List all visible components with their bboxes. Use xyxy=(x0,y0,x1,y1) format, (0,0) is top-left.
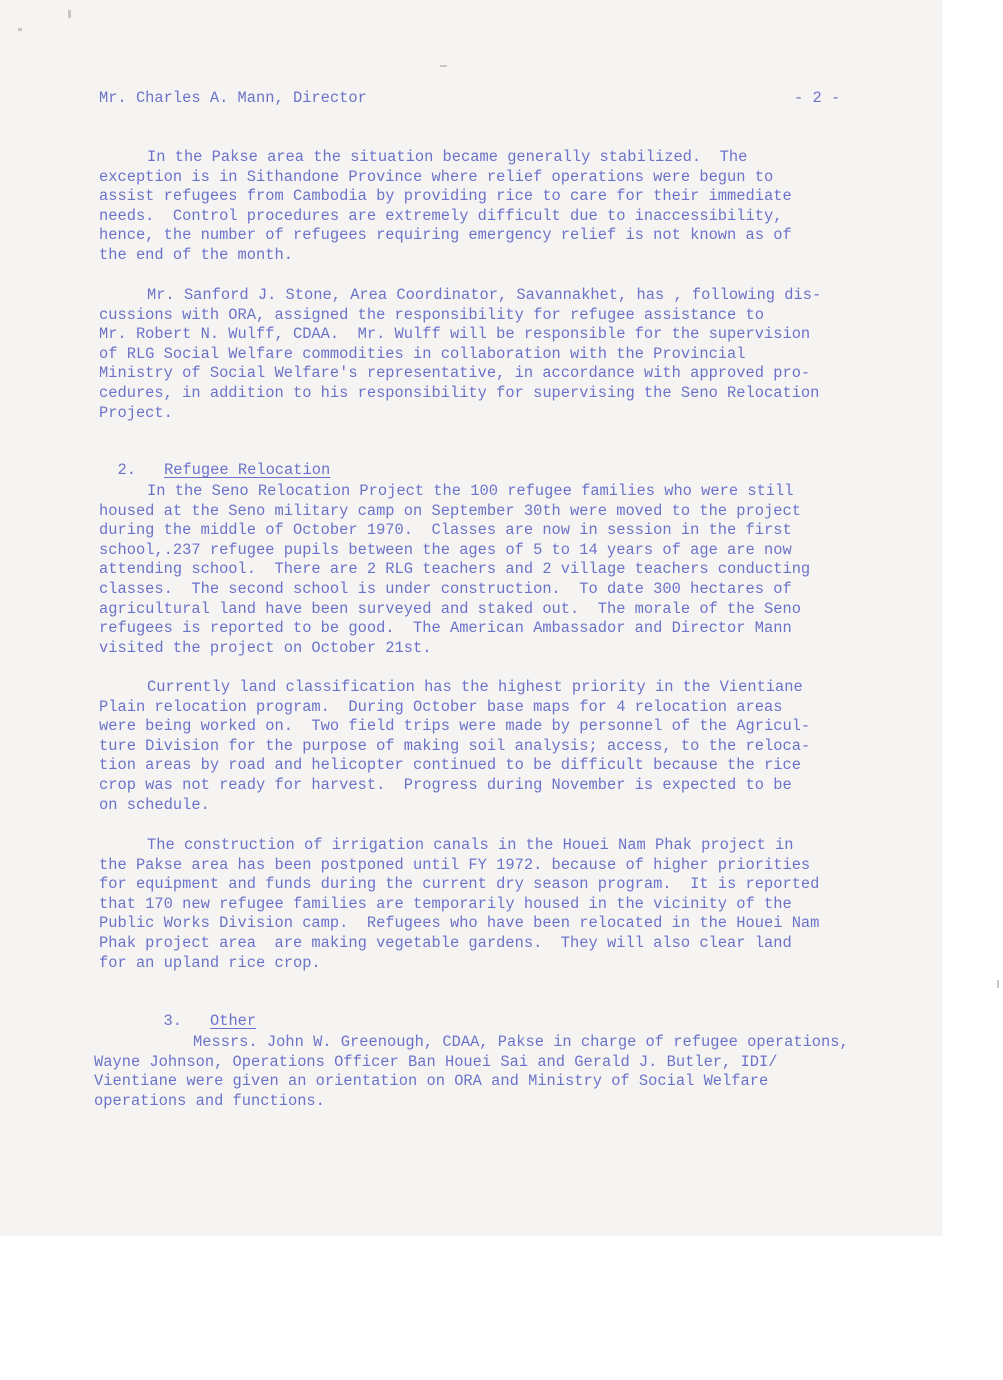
text-line: for equipment and funds during the current dry season program. It is reported xyxy=(99,875,820,894)
text-line: for an upland rice crop. xyxy=(99,953,321,972)
text-line: hence, the number of refugees requiring emergency relief is not known as of xyxy=(99,226,792,245)
paragraph-messrs xyxy=(94,1033,849,1111)
text-line: Public Works Division camp. Refugees who have been relocated in the Houei Nam xyxy=(99,914,820,933)
text-line: exception is in Sithandone Province where relief operations were begun to xyxy=(99,167,774,186)
section-heading-relocation xyxy=(99,443,330,479)
text-line: Plain relocation program. During October base maps for 4 relocation areas xyxy=(99,697,783,716)
text-line: In the Seno Relocation Project the 100 refugee families who were still xyxy=(147,482,794,500)
text-line: that 170 new refugee families are temporarily housed in the vicinity of the xyxy=(99,894,792,913)
text-line: visited the project on October 21st. xyxy=(99,638,432,657)
text-line: Vientiane were given an orientation on ORA and Ministry of Social Welfare xyxy=(94,1072,769,1091)
text-line: were being worked on. Two field trips were made by personnel of the Agricul- xyxy=(99,717,811,736)
text-line: during the middle of October 1970. Classes are now in session in the first xyxy=(99,521,792,540)
text-line: Currently land classification has the highest priority in the Vientiane xyxy=(147,678,803,696)
paragraph-stone xyxy=(99,286,821,423)
text-line: refugees is reported to be good. The American Ambassador and Director Mann xyxy=(99,619,792,638)
paper-speck xyxy=(18,28,22,31)
text-line: school,.237 refugee pupils between the ages of 5 to 14 years of age are now xyxy=(99,540,792,559)
text-line: In the Pakse area the situation became generally stabilized. The xyxy=(147,148,748,166)
addressee-header: Mr. Charles A. Mann, Director xyxy=(99,89,367,107)
text-line: classes. The second school is under construction. To date 300 hectares of xyxy=(99,579,792,598)
text-line: cussions with ORA, assigned the responsibility for refugee assistance to xyxy=(99,305,764,324)
text-line: the Pakse area has been postponed until FY 1972. because of higher priorities xyxy=(99,855,811,874)
text-line: Mr. Robert N. Wulff, CDAA. Mr. Wulff will be responsible for the supervision xyxy=(99,325,811,344)
text-line: attending school. There are 2 RLG teachers and 2 village teachers conducting xyxy=(99,560,811,579)
section-heading-other xyxy=(145,994,256,1030)
text-line: ture Division for the purpose of making soil analysis; access, to the reloca- xyxy=(99,736,811,755)
text-line: Ministry of Social Welfare's representative, in accordance with approved pro- xyxy=(99,364,811,383)
section-number: 3. xyxy=(163,1012,182,1030)
text-line: Wayne Johnson, Operations Officer Ban Houei Sai and Gerald J. Butler, IDI/ xyxy=(94,1052,778,1071)
text-line: tion areas by road and helicopter continued to be difficult because the rice xyxy=(99,756,801,775)
text-line: of RLG Social Welfare commodities in collaboration with the Provincial xyxy=(99,344,746,363)
text-line: The construction of irrigation canals in the Houei Nam Phak project in xyxy=(147,836,794,854)
text-line: cedures, in addition to his responsibility for supervising the Seno Relocation xyxy=(99,383,820,402)
section-title: Other xyxy=(209,1012,257,1030)
text-line: assist refugees from Cambodia by providing rice to care for their immediate xyxy=(99,187,792,206)
text-line: crop was not ready for harvest. Progress during November is expected to be xyxy=(99,775,792,794)
text-line: Project. xyxy=(99,403,173,422)
paragraph-irrigation xyxy=(99,836,819,973)
page-number: - 2 - xyxy=(794,89,841,107)
section-title: Refugee Relocation xyxy=(163,461,331,479)
text-line: Phak project area are making vegetable gardens. They will also clear land xyxy=(99,933,792,952)
paragraph-vientiane xyxy=(99,678,810,815)
text-line: Messrs. John W. Greenough, CDAA, Pakse in charge of refugee operations, xyxy=(193,1033,849,1051)
text-line: Mr. Sanford J. Stone, Area Coordinator, Savannakhet, has , following dis- xyxy=(147,286,822,304)
text-line: housed at the Seno military camp on September 30th were moved to the project xyxy=(99,501,801,520)
text-line: operations and functions. xyxy=(94,1091,325,1110)
text-line: agricultural land have been surveyed and staked out. The morale of the Seno xyxy=(99,599,801,618)
text-line: needs. Control procedures are extremely difficult due to inaccessibility, xyxy=(99,206,783,225)
text-line: the end of the month. xyxy=(99,245,293,264)
paper-speck xyxy=(997,980,999,988)
paragraph-pakse xyxy=(99,148,792,266)
text-line: on schedule. xyxy=(99,795,210,814)
section-number: 2. xyxy=(117,461,136,479)
paper-speck xyxy=(440,65,447,67)
paper-speck xyxy=(68,10,71,18)
paragraph-seno xyxy=(99,482,810,658)
